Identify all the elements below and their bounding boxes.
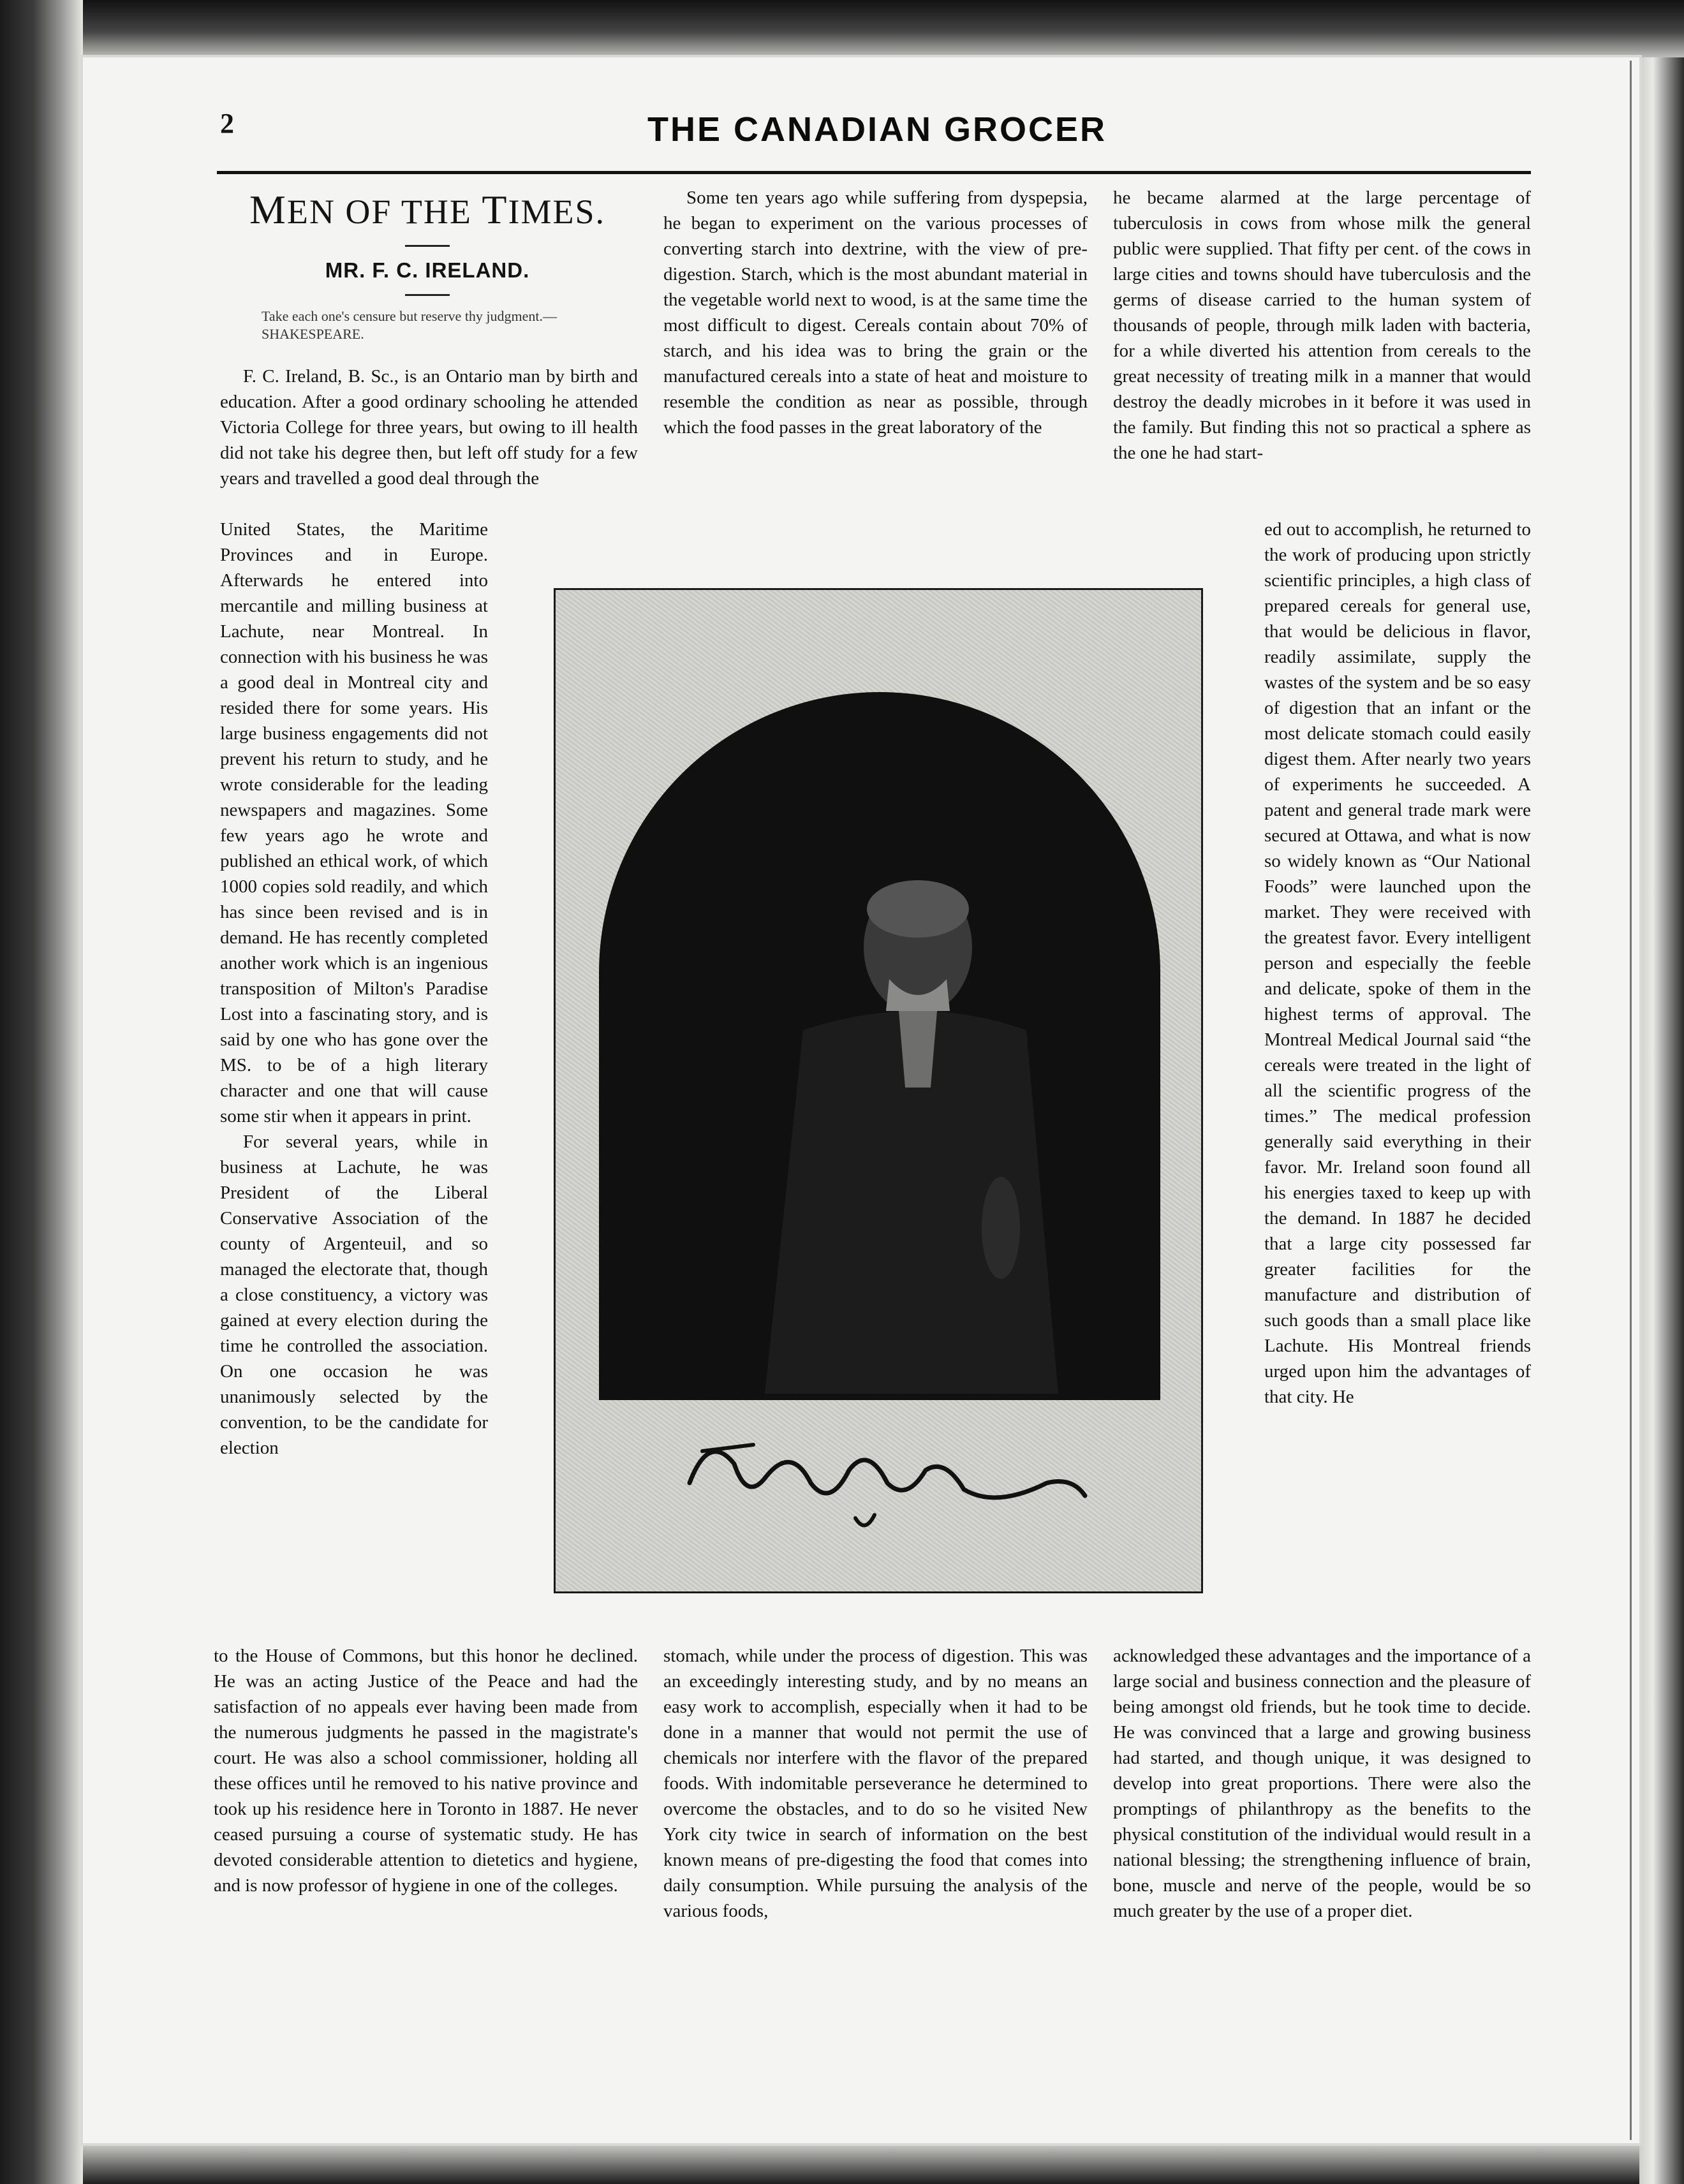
book-edge-bottom [83, 2143, 1639, 2184]
paragraph: For several years, while in business at Lachute, he was President of the Liberal Conservative Association of the county of Argenteuil, and so managed the electorate that, though a close constituency, a victory was gained at every election during the time he controlled the association. On one occasion he was unanimously selected by the convention, to be the candidate for election [220, 1132, 488, 1458]
column-3-mid [1264, 517, 1531, 1410]
book-edge-left [0, 0, 83, 2184]
column-2-top [663, 185, 1088, 440]
seated-man-figure [727, 820, 1058, 1394]
paragraph: ed out to accomplish, he returned to the work of producing upon strictly scientific principles, a high class of prepared cereals for general use, that would be delicious in flavor, readily assimilate, supply the wastes of the system and be so easy of digestion that an infant or the most delicate stomach could easily digest them. After nearly two years of experiments he succeeded. A patent and general trade mark were secured at Ottawa, and what is now so widely known as “Our National Foods” were launched upon the market. They were received with the greatest favor. Every intelligent person and especially the feeble and delicate, spoke of them in the highest terms of approval. The Montreal Medical Journal said “the cereals were treated in the light of all the scientific progress of the times.” The medical profession generally said everything in their favor. Mr. Ireland soon found all his energies taxed to keep up with the demand. In 1887 he decided that a large city possessed far greater facilities for the manufacture and distribution of such goods than a small place like Lachute. His Montreal friends urged upon him the advantages of that city. He [1264, 519, 1531, 1407]
paragraph: United States, the Maritime Provinces and in Europe. Afterwards he entered into mercantile and milling business at Lachute, near Montreal. In connection with his business he was a good deal in Montreal city and resided there for some years. His large business engagements did not prevent his return to study, and he wrote considerable for the leading newspapers and magazines. Some few years ago he wrote and published an ethical work, of which 1000 copies sold readily, and which has since been revised and is in demand. He has recently completed another work which is an ingenious transposition of Milton's Paradise Lost into a fascinating story, and is said by one who has gone over the MS. to be of a high literary character and one that will cause some stir when it appears in print. [220, 519, 488, 1126]
signature [664, 1406, 1098, 1547]
paragraph: stomach, while under the process of digestion. This was an exceedingly interesting study, and by no means an easy work to accomplish, especially when it had to be done in a manner that would not permit the use of chemicals nor interfere with the flavor of the prepared foods. With indomitable perseverance he determined to overcome the obstacles, and to do so he visited New York city twice in search of information on the best known means of pre-digesting the food that comes into daily consumption. While pursuing the analysis of the various foods, [663, 1646, 1088, 1921]
headline: MEN OF THE TIMES. [249, 187, 606, 232]
column-1-bottom [214, 1643, 638, 1898]
portrait-background [599, 692, 1160, 1400]
column-1-top [220, 364, 638, 491]
book-edge-top [83, 0, 1684, 57]
book-edge-right [1639, 57, 1684, 2184]
paragraph: to the House of Commons, but this honor he declined. He was an acting Justice of the Peace and had the satisfaction of no appeals ever having been made from the numerous judgments he passed in the magistrate's court. He was also a school commissioner, holding all these offices until he removed to his native province and took up his residence here in Toronto in 1887. He never ceased pursuing a course of systematic study. He has devoted considerable attention to dietetics and hygiene, and is now professor of hygiene in one of the colleges. [214, 1646, 638, 1896]
paragraph: F. C. Ireland, B. Sc., is an Ontario man by birth and education. After a good ordinary schooling he attended Victoria College for three years, but owing to ill health did not take his degree then, but left off study for a few years and travelled a good deal through the [220, 366, 638, 489]
page-number: 2 [220, 108, 234, 139]
subhead-divider [405, 294, 450, 296]
column-3-bottom [1113, 1643, 1531, 1924]
column-3-top [1113, 185, 1531, 466]
subhead: MR. F. C. IRELAND. [325, 258, 530, 282]
paragraph: acknowledged these advantages and the importance of a large social and business connection and the pleasure of being amongst old friends, but he took time to decide. He was convinced that a large and growing business had started, and though unique, it was designed to develop into great proportions. There were also the promptings of philanthropy as the benefits to the physical constitution of the individual would result in a national blessing; the strengthening influence of brain, bone, muscle and nerve of the people, would be so much greater by the use of a proper diet. [1113, 1646, 1531, 1921]
header-rule [217, 171, 1531, 174]
column-2-bottom [663, 1643, 1088, 1924]
paragraph: he became alarmed at the large percentage of tuberculosis in cows from whose milk the general public were supplied. That fifty per cent. of the cows in large cities and towns should have tuberculosis and the germs of disease carried to the human system of thousands of people, through milk laden with bacteria, for a while diverted his attention from cereals to the great necessity of treating milk in a manner that would destroy the deadly microbes in it before it was used in the family. But finding this not so practical a sphere as the one he had start- [1113, 188, 1531, 463]
portrait-photograph [554, 588, 1203, 1593]
article-heading [220, 179, 635, 343]
paragraph: Some ten years ago while suffering from dyspepsia, he began to experiment on the various processes of converting starch into dextrine, with the view of pre-digestion. Starch, which is the most abundant material in the vegetable world next to wood, is at the same time the most difficult to digest. Cereals contain about 70% of starch, and his idea was to bring the grain or the manufactured cereals into a state of heat and moisture to resemble the condition as near as possible, through which the food passes in the great laboratory of the [663, 188, 1088, 438]
headline-divider [405, 245, 450, 247]
epigraph: Take each one's censure but reserve thy judgment.—SHAKESPEARE. [262, 308, 558, 342]
page-gutter [1630, 61, 1632, 2140]
masthead-title: THE CANADIAN GROCER [647, 110, 1107, 149]
column-1-mid [220, 517, 488, 1461]
